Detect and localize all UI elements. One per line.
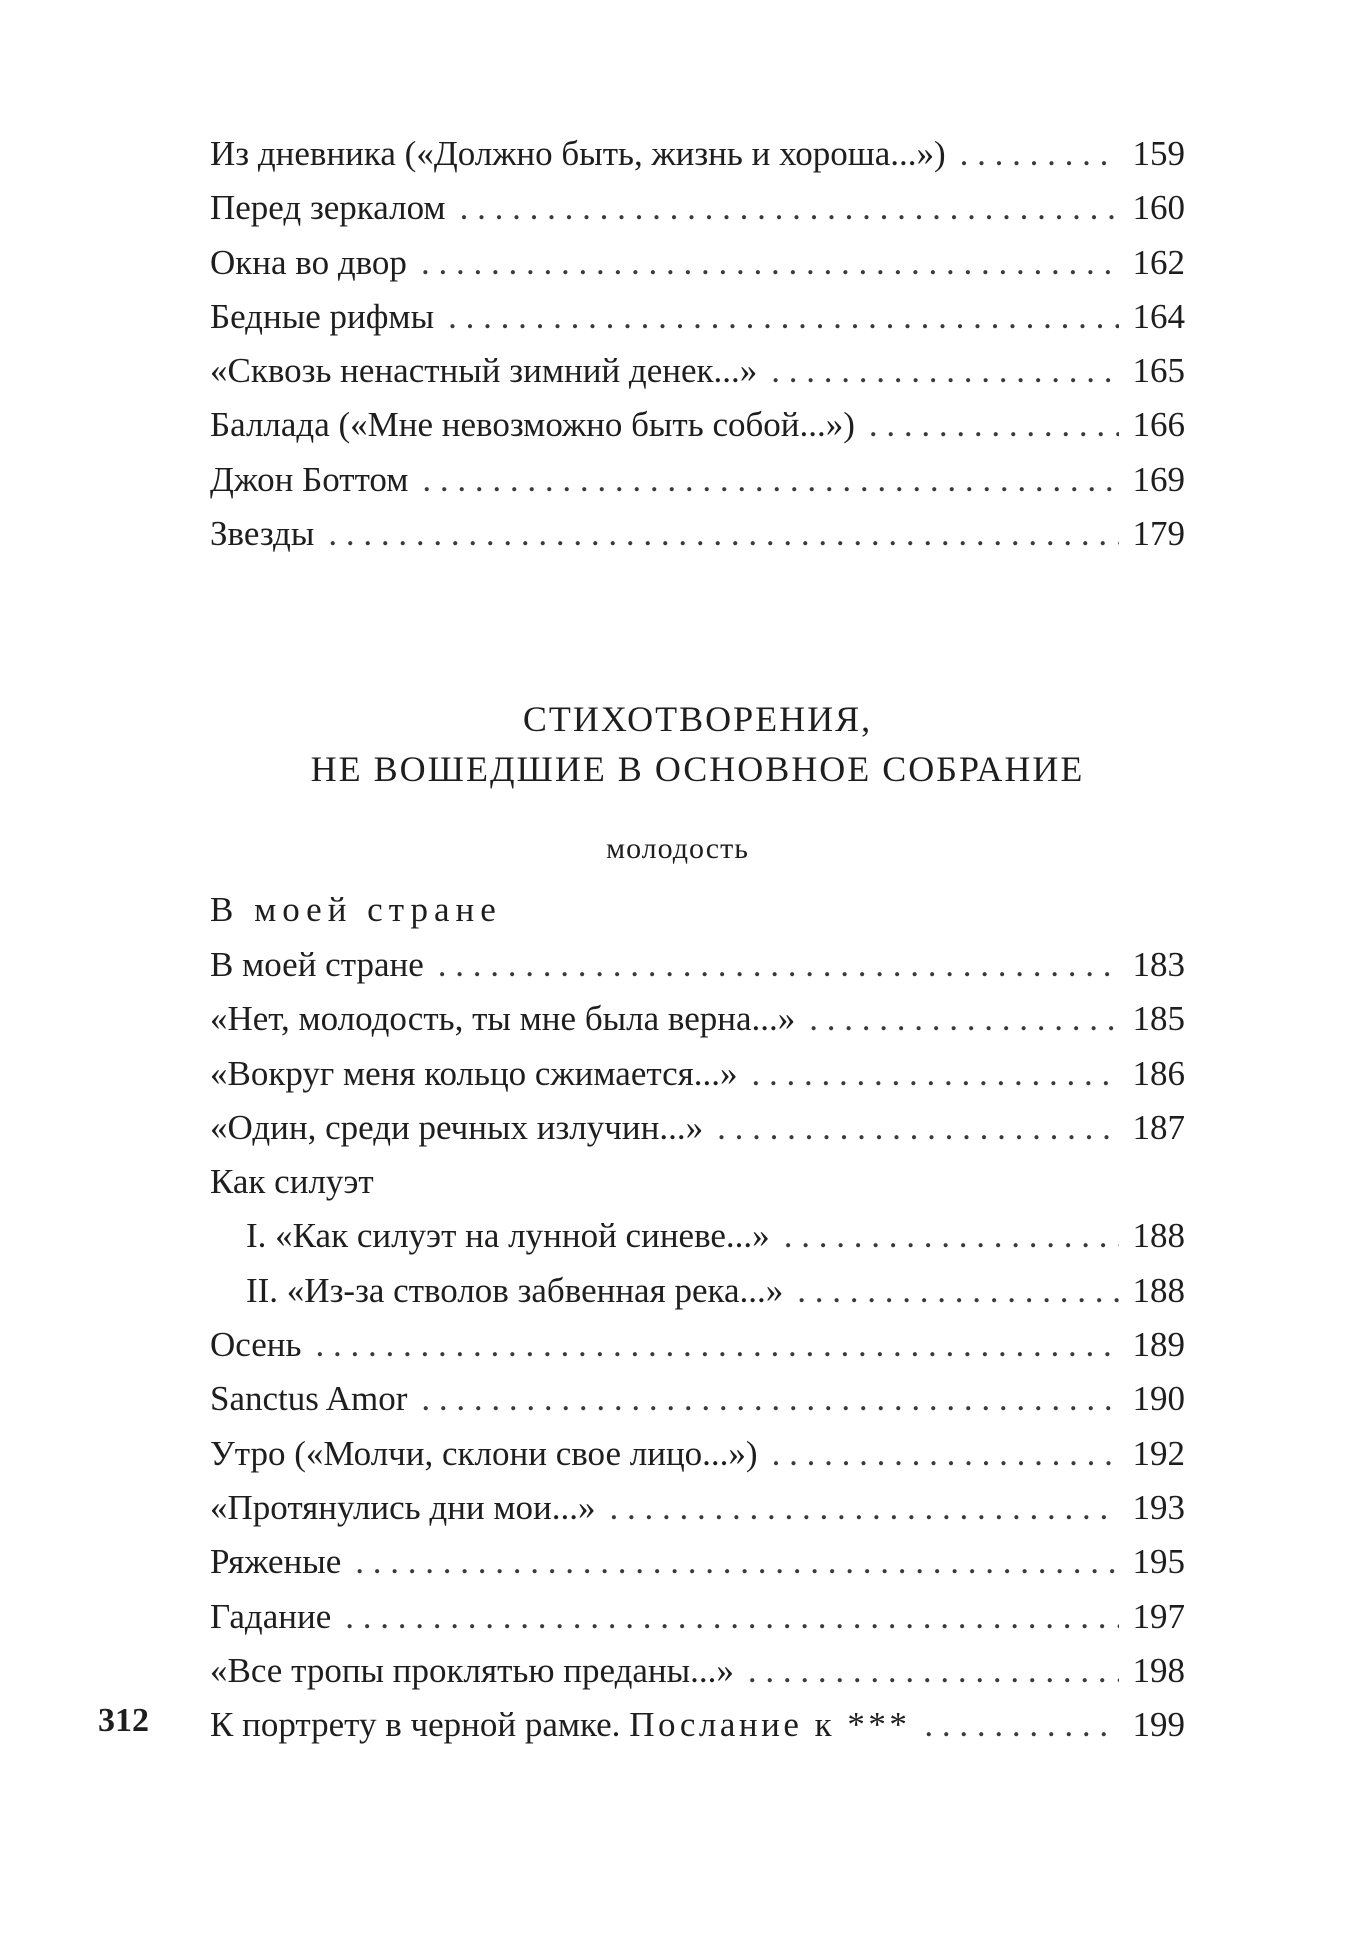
- toc-entry: [210, 507, 1185, 561]
- toc-entry-title: В моей стране: [210, 945, 424, 984]
- toc-entry: [210, 1209, 1185, 1263]
- toc-entry: [210, 1047, 1185, 1101]
- toc-entry: [210, 1427, 1185, 1481]
- toc-entry-page: 179: [1132, 514, 1185, 554]
- toc-entry-page: 165: [1132, 351, 1185, 391]
- toc-entry-title: Бедные рифмы: [210, 296, 435, 336]
- toc-entry-title: Осень: [210, 1325, 302, 1365]
- dot-leader: [315, 1318, 1119, 1372]
- dot-leader: [869, 398, 1119, 452]
- toc-entry-title: Sanctus Amor: [210, 1379, 408, 1419]
- toc-entry-page: 185: [1132, 999, 1185, 1039]
- toc-entry: [210, 938, 1185, 992]
- toc-entry: [210, 236, 1185, 290]
- dot-leader: [448, 290, 1119, 344]
- toc-entry-page: 195: [1132, 1542, 1185, 1582]
- dot-leader: [438, 938, 1119, 992]
- toc-entry-title: Звезды: [210, 514, 315, 554]
- toc-entry-title: «Один, среди речных излучин...»: [210, 1107, 704, 1147]
- dot-leader: [610, 1481, 1119, 1535]
- dot-leader: [748, 1644, 1119, 1698]
- toc-entry-title: Окна во двор: [210, 242, 407, 282]
- toc-list-bottom: [210, 938, 1185, 1752]
- toc-entry-page: 188: [1132, 1216, 1185, 1256]
- dot-leader: [345, 1590, 1119, 1644]
- toc-entry: [210, 290, 1185, 344]
- dot-leader: [421, 236, 1119, 290]
- dot-leader: [809, 992, 1119, 1046]
- toc-entry: [210, 1372, 1185, 1426]
- toc-entry-page: 166: [1132, 405, 1185, 445]
- toc-entry: [210, 1698, 1185, 1752]
- dot-leader: [751, 1047, 1119, 1101]
- toc-entry-title: Из дневника («Должно быть, жизнь и хороша...»): [210, 134, 946, 173]
- toc-entry: [210, 1535, 1185, 1589]
- toc-entry-title: Джон Боттом: [210, 459, 409, 499]
- toc-entry-page: 197: [1132, 1596, 1185, 1636]
- toc-entry: [210, 1264, 1185, 1318]
- toc-entry: [210, 453, 1185, 507]
- toc-entry-title: «Сквозь ненастный зимний денек...»: [210, 351, 758, 391]
- toc-entry-page: 188: [1132, 1270, 1185, 1310]
- toc-entry-title: «Все тропы проклятью преданы...»: [210, 1650, 734, 1690]
- toc-entry: [210, 127, 1185, 181]
- dot-leader: [960, 127, 1119, 181]
- toc-entry-page: 187: [1132, 1107, 1185, 1147]
- toc-group-heading: [210, 1155, 1185, 1209]
- dot-leader: [355, 1535, 1119, 1589]
- toc-entry-page: 186: [1132, 1053, 1185, 1093]
- toc-entry-title-main: К портрету в черной рамке.: [210, 1705, 621, 1745]
- toc-entry-page: 199: [1132, 1705, 1185, 1745]
- toc-entry-title-spaced: Послание к ***: [629, 1705, 911, 1745]
- toc-entry-title: Утро («Молчи, склони свое лицо...»): [210, 1433, 758, 1473]
- toc-list-top: [210, 127, 1185, 561]
- toc-entry: [210, 1644, 1185, 1698]
- toc-entry-page: 192: [1132, 1433, 1185, 1473]
- toc-entry: [210, 344, 1185, 398]
- toc-entry-page: 183: [1132, 945, 1185, 984]
- toc-entry: [210, 1590, 1185, 1644]
- cycle-title: В моей стране: [210, 890, 502, 929]
- toc-entry: [210, 1101, 1185, 1155]
- toc-entry: [210, 398, 1185, 452]
- toc-entry: [210, 181, 1185, 235]
- toc-entry-page: 190: [1132, 1379, 1185, 1419]
- toc-entry-page: 159: [1132, 134, 1185, 173]
- dot-leader: [797, 1264, 1119, 1318]
- dot-leader: [784, 1209, 1119, 1263]
- page-folio: 312: [98, 1702, 149, 1739]
- dot-leader: [328, 507, 1119, 561]
- toc-entry-title: [210, 1698, 910, 1752]
- toc-entry-title: I. «Как силуэт на лунной синеве...»: [246, 1216, 770, 1256]
- toc-entry-page: 198: [1132, 1650, 1185, 1690]
- toc-group-title: Как силуэт: [210, 1162, 374, 1202]
- section-title-line-2: НЕ ВОШЕДШИЕ В ОСНОВНОЕ СОБРАНИЕ: [310, 749, 1085, 789]
- toc-entry-title: «Протянулись дни мои...»: [210, 1487, 596, 1527]
- dot-leader: [772, 1427, 1119, 1481]
- subsection-title: молодость: [606, 832, 749, 865]
- toc-entry-title: Баллада («Мне невозможно быть собой...»): [210, 405, 855, 445]
- toc-entry: [210, 1481, 1185, 1535]
- dot-leader: [421, 1372, 1119, 1426]
- toc-entry-title: «Вокруг меня кольцо сжимается...»: [210, 1053, 738, 1093]
- toc-entry-title: Гадание: [210, 1596, 332, 1636]
- toc-entry-title: II. «Из-за стволов забвенная река...»: [246, 1270, 784, 1310]
- toc-entry-page: 164: [1132, 296, 1185, 336]
- toc-entry-title: Перед зеркалом: [210, 188, 446, 228]
- dot-leader: [924, 1698, 1119, 1752]
- dot-leader: [422, 453, 1119, 507]
- dot-leader: [771, 344, 1119, 398]
- toc-entry: [210, 1318, 1185, 1372]
- toc-entry-page: 169: [1132, 459, 1185, 499]
- toc-entry-page: 189: [1132, 1325, 1185, 1365]
- toc-entry-page: 160: [1132, 188, 1185, 228]
- toc-entry: [210, 992, 1185, 1046]
- dot-leader: [717, 1101, 1119, 1155]
- section-title-line-1: СТИХОТВОРЕНИЯ,: [522, 699, 873, 739]
- toc-entry-title: «Нет, молодость, ты мне была верна...»: [210, 999, 796, 1039]
- dot-leader: [460, 181, 1119, 235]
- toc-entry-page: 162: [1132, 242, 1185, 282]
- toc-entry-title: Ряженые: [210, 1542, 342, 1582]
- toc-entry-page: 193: [1132, 1487, 1185, 1527]
